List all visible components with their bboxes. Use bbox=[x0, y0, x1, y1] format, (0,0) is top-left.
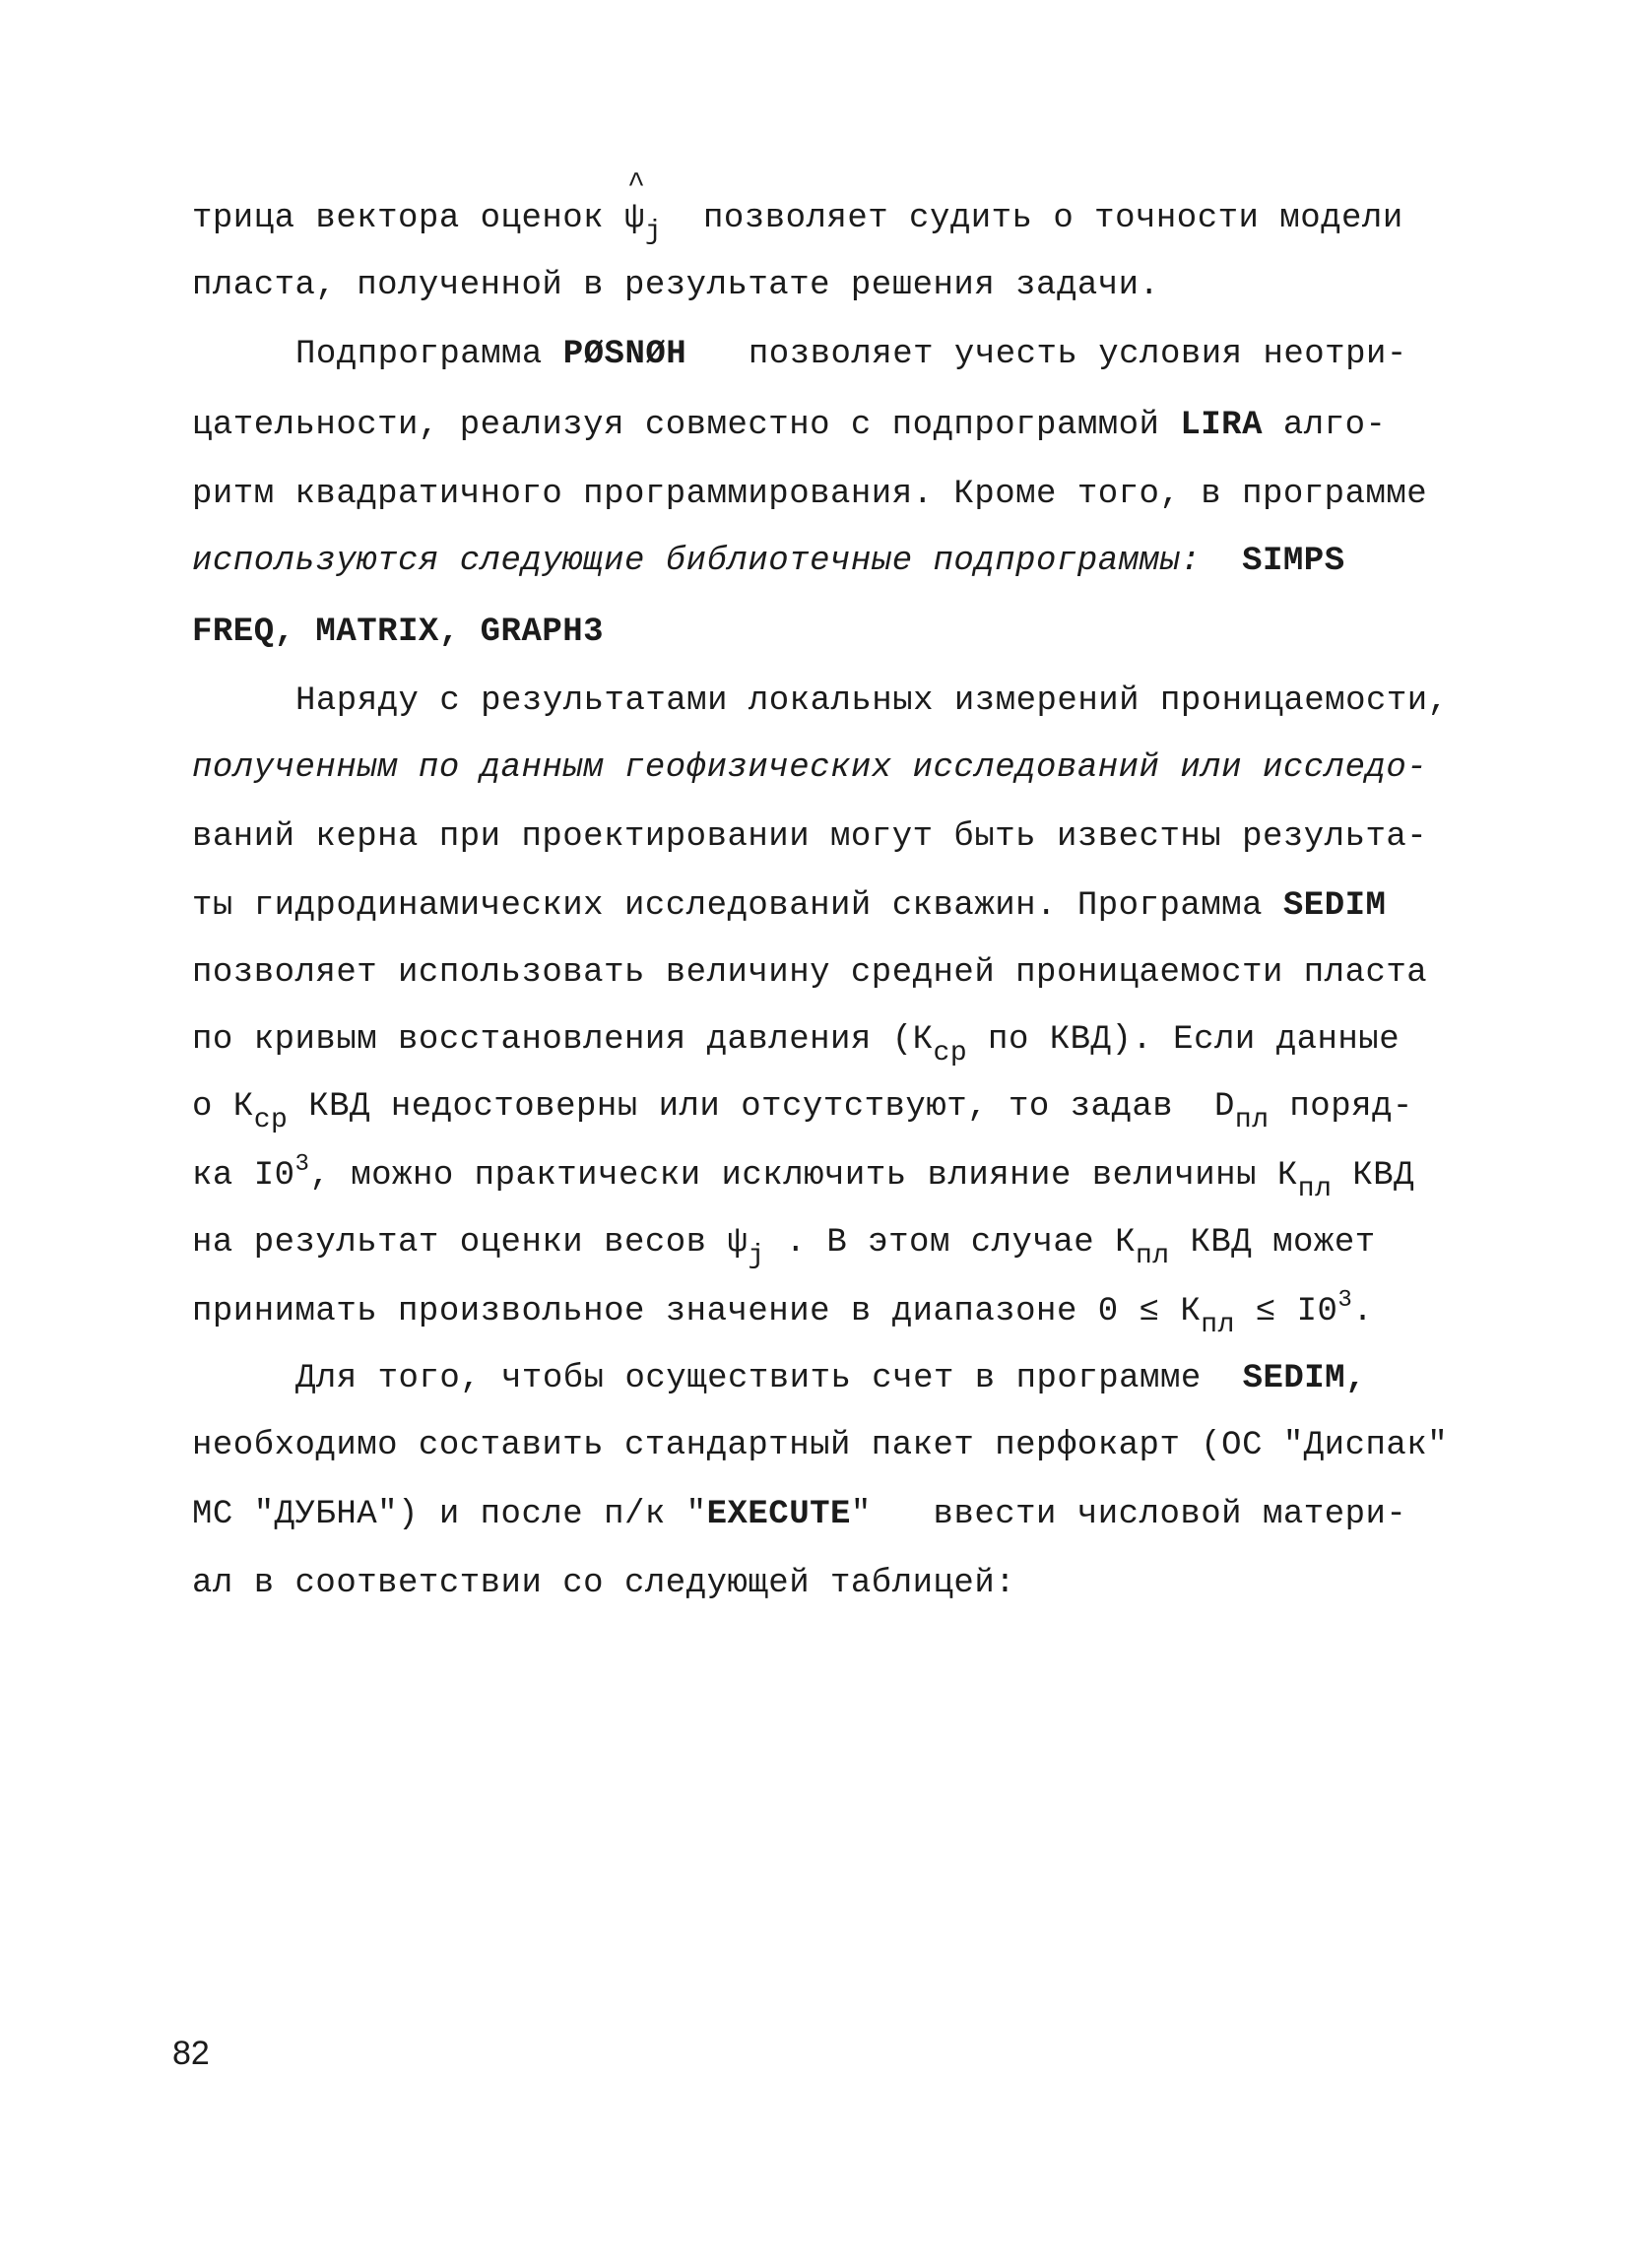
text-line: по кривым восстановления давления ($К_{ср}$ по КВД). Если данные bbox=[192, 1021, 1401, 1069]
text-line: цательности, реализуя совместно с подпрограммой LIRA алго- bbox=[192, 407, 1387, 444]
text-line: принимать произвольное значение в диапазоне $0 \le К_{пл} \le I0^3$. bbox=[192, 1287, 1374, 1340]
text-span: позволяет судить о точности модели bbox=[662, 200, 1403, 237]
code-name: SIMPS bbox=[1242, 543, 1345, 580]
text-line: пласта, полученной в результате решения задачи. bbox=[192, 267, 1160, 304]
text-line: о $К_{ср}$ КВД недостоверны или отсутствуют, то задав $D_{пл}$ поряд- bbox=[192, 1088, 1413, 1135]
text-line: ваний керна при проектировании могут быть известны результа- bbox=[192, 818, 1428, 856]
text-line: Наряду с результатами локальных измерений проницаемости, bbox=[295, 682, 1449, 720]
text-line: необходимо составить стандартный пакет перфокарт (ОС "Диспак" bbox=[192, 1427, 1449, 1464]
text-line: ал в соответствии со следующей таблицей: bbox=[192, 1565, 1016, 1602]
text-line: ты гидродинамических исследований скважин. Программа SEDIM bbox=[192, 887, 1387, 925]
text-line: используются следующие библиотечные подпрограммы: SIMPS bbox=[192, 543, 1345, 580]
psi-symbol: ψ bbox=[727, 1224, 749, 1262]
page-number: 82 bbox=[172, 2035, 210, 2072]
text-line bbox=[192, 168, 1403, 247]
code-name: LIRA bbox=[1180, 407, 1263, 444]
text-line: FREQ, MATRIX, GRAPH3 bbox=[192, 614, 605, 651]
code-name: SEDIM, bbox=[1242, 1360, 1366, 1397]
text-line: позволяет использовать величину средней проницаемости пласта bbox=[192, 954, 1428, 992]
text-line: на результат оценки весов $\psi_j$ . В этом случае $К_{пл}$ КВД может bbox=[192, 1224, 1376, 1271]
text-line: ка $I0^3$, можно практически исключить влияние величины $К_{пл}$ КВД bbox=[192, 1151, 1415, 1204]
text-line: Подпрограмма PØSNØH позволяет учесть условия неотри- bbox=[295, 336, 1407, 373]
psi-hat-symbol: ^ $\psi_j$ bbox=[623, 168, 663, 247]
text-span: трица вектора оценок bbox=[192, 200, 624, 237]
text-line: полученным по данным геофизических исследований или исследо- bbox=[192, 749, 1428, 787]
code-name: EXECUTE bbox=[706, 1496, 851, 1533]
text-line: Для того, чтобы осуществить счет в программе SEDIM, bbox=[295, 1360, 1366, 1397]
text-line: МС "ДУБНА") и после п/к "EXECUTE" ввести числовой матери- bbox=[192, 1496, 1407, 1533]
text-line: ритм квадратичного программирования. Кроме того, в программе bbox=[192, 476, 1428, 513]
code-name: PØSNØH bbox=[562, 336, 687, 373]
code-name: SEDIM bbox=[1282, 887, 1387, 925]
